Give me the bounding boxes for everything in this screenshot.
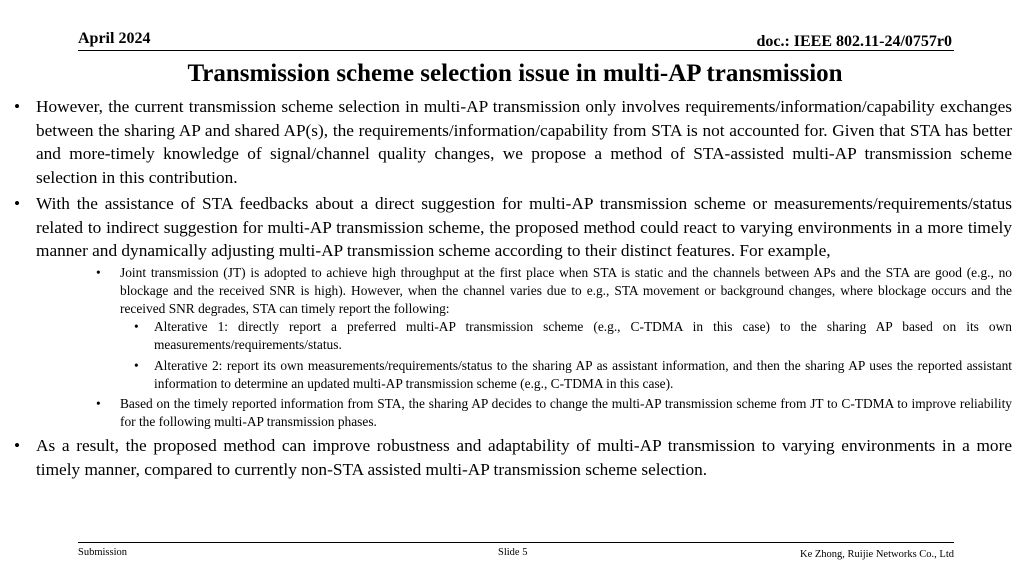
bullet-item <box>14 192 1012 431</box>
bullet-text: As a result, the proposed method can improve robustness and adaptability of multi-AP transmission to varying environments in a more timely manner, compared to currently non-STA assisted multi-AP transmission scheme selection. <box>36 436 1012 479</box>
footer-author: Ke Zhong, Ruijie Networks Co., Ltd <box>800 549 954 560</box>
sub-bullet-text: Based on the timely reported information from STA, the sharing AP decides to change the multi-AP transmission scheme from JT to C-TDMA to improve reliability for the following multi-AP transmission phases. <box>120 395 1012 430</box>
sub-bullet-item <box>36 395 1012 431</box>
sub-bullet-item <box>36 264 1012 393</box>
header-date: April 2024 <box>78 30 151 47</box>
sub-sub-bullet-item <box>36 357 1012 393</box>
footer-slide-number: Slide 5 <box>498 547 528 558</box>
footer-submission: Submission <box>78 547 128 558</box>
sub-sub-bullet-text: Alterative 1: directly report a preferred multi-AP transmission scheme (e.g., C-TDMA in this case) to the sharing AP based on its own measurements/requirements/status. <box>154 319 1012 353</box>
bullet-text: With the assistance of STA feedbacks about a direct suggestion for multi-AP transmission scheme or measurements/requirements/status related to indirect suggestion for multi-AP transmission scheme, the proposed method could react to varying environments in a more timely manner and dynamically adjusting multi-AP transmission scheme according to their distinct features. For example, <box>36 194 1012 260</box>
sub-bullet-text: Joint transmission (JT) is adopted to achieve high throughput at the first place when STA is static and the channels between APs and the STA are good (e.g., no blockage and the received SNR is high). However, when the channel varies due to e.g., STA movement or background changes, where blockage occurs and the received SNR degrades, STA can timely report the following: <box>120 264 1012 316</box>
bullet-item <box>14 434 1012 481</box>
sub-sub-bullet-list <box>36 318 1012 393</box>
bullet-list <box>14 95 1012 481</box>
sub-bullet-list <box>36 264 1012 432</box>
sub-sub-bullet-text: Alterative 2: report its own measurements/requirements/status to the sharing AP as assistant information, and then the sharing AP uses the reported assistant information to determine an updated multi-AP transmission scheme (e.g., C-TDMA in this case). <box>154 357 1012 391</box>
footer-divider <box>78 542 954 543</box>
bullet-item <box>14 95 1012 189</box>
bullet-text: However, the current transmission scheme selection in multi-AP transmission only involves requirements/information/capability exchanges between the sharing AP and shared AP(s), the requirements/information/capability from STA is not accounted for. Given that STA has better and more-timely knowledge of signal/channel quality changes, we propose a method of STA-assisted multi-AP transmission scheme selection in this contribution. <box>36 97 1012 187</box>
slide-title: Transmission scheme selection issue in multi-AP transmission <box>187 60 843 87</box>
sub-sub-bullet-item <box>36 318 1012 354</box>
header-doc-id: doc.: IEEE 802.11-24/0757r0 <box>756 33 952 50</box>
header-divider <box>78 50 954 51</box>
slide-body <box>14 95 1012 484</box>
